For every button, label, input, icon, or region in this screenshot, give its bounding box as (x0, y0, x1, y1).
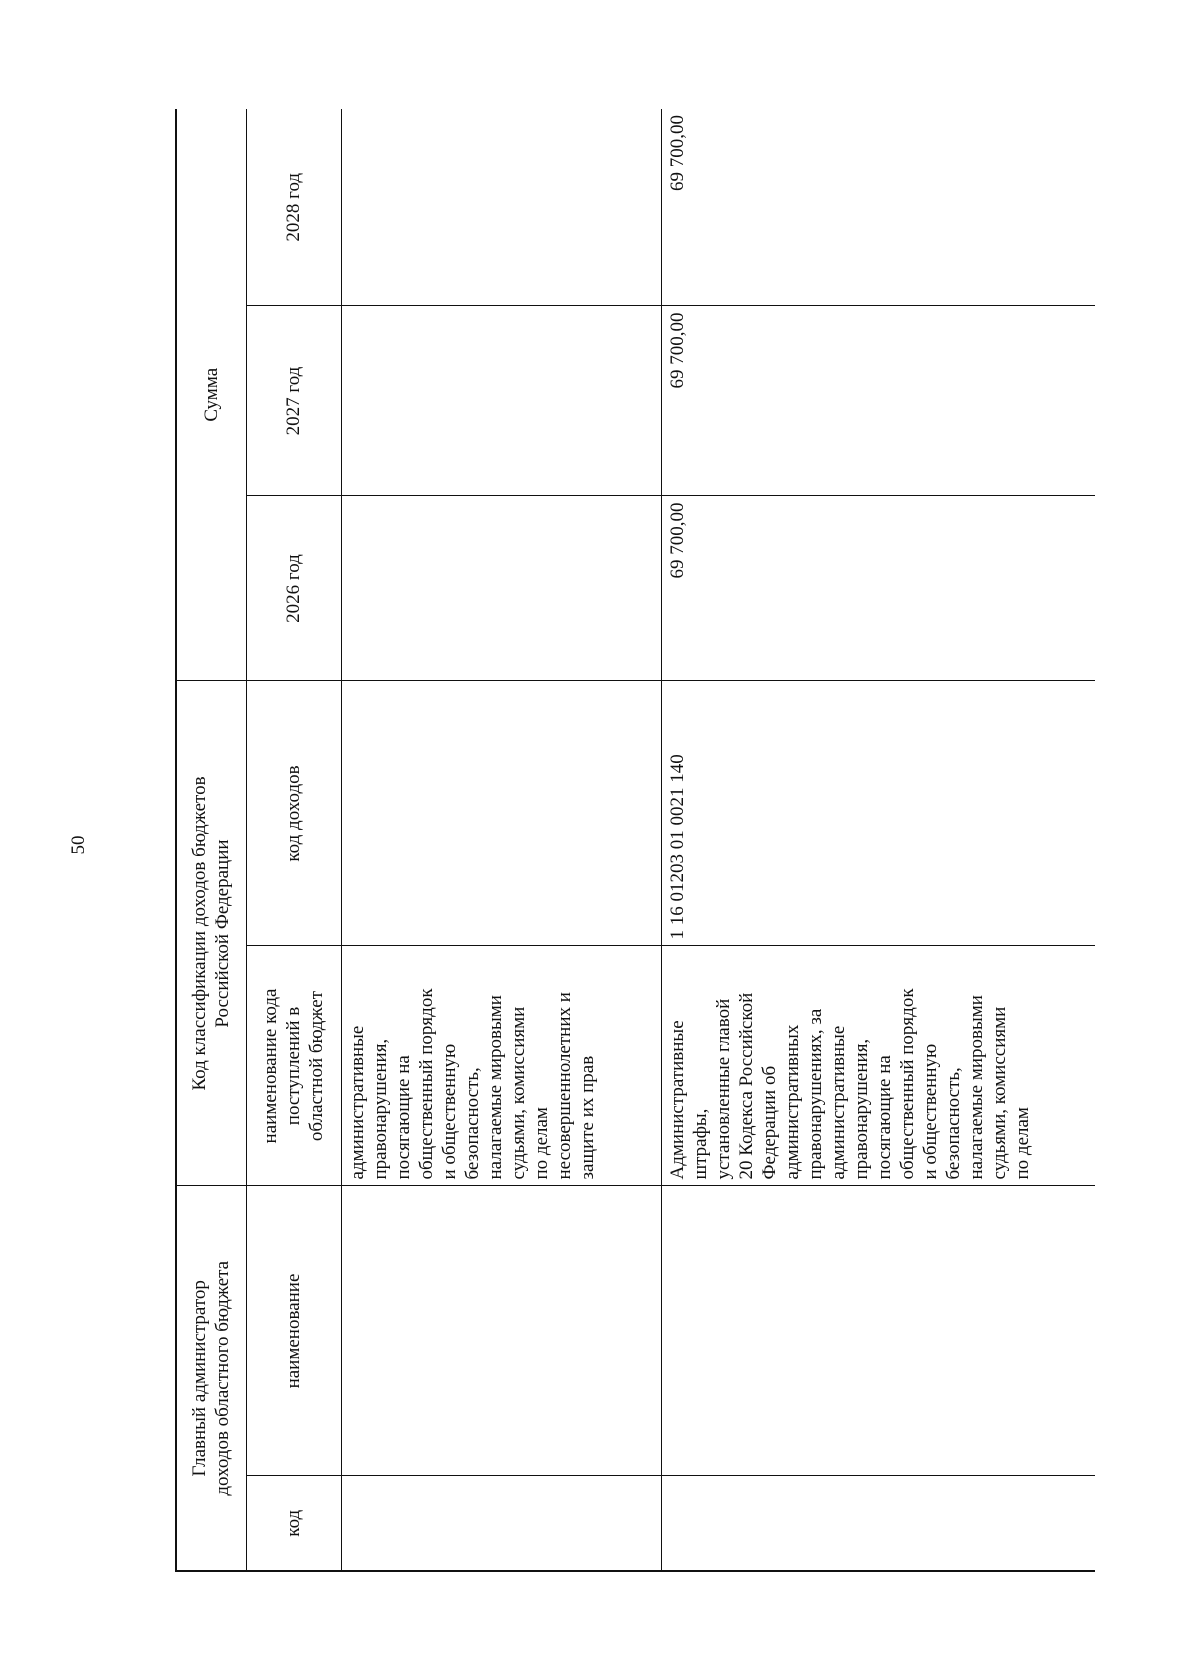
header-sub-row (246, 109, 341, 1571)
row-admin-code (341, 1476, 661, 1571)
row-income-code: 1 16 01203 01 0021 140 (661, 681, 1095, 946)
row-income-name: административные правонарушения, посягающие на общественный порядок и общественную безопасность, налагаемые мировыми судьями, комиссиями по делам несовершеннолетних и защите их прав (341, 946, 661, 1186)
row-admin-name (341, 1186, 661, 1476)
income-code-header: код доходов (246, 681, 341, 946)
budget-table-container (175, 109, 1095, 1572)
admin-group-header: Главный администратор доходов областного бюджета (176, 1186, 246, 1571)
row-sum-2028: 69 700,00 (661, 109, 1095, 306)
row-sum-2027: 69 700,00 (661, 306, 1095, 496)
budget-table (175, 109, 1095, 1572)
year-2027-header: 2027 год (246, 306, 341, 496)
row-admin-code (661, 1476, 1095, 1571)
sum-group-header: Сумма (176, 109, 246, 681)
classification-group-header: Код классификации доходов бюджетов Российской Федерации (176, 681, 246, 1186)
row-sum-2027 (341, 306, 661, 496)
row-sum-2026: 69 700,00 (661, 496, 1095, 681)
table-row (341, 109, 661, 1571)
header-group-row (176, 109, 246, 1571)
table-row (661, 109, 1095, 1571)
page-number: 50 (68, 835, 89, 855)
admin-name-header: наименование (246, 1186, 341, 1476)
row-sum-2026 (341, 496, 661, 681)
budget-table-rotated (175, 109, 1095, 1572)
admin-code-header: код (246, 1476, 341, 1571)
row-admin-name (661, 1186, 1095, 1476)
row-sum-2028 (341, 109, 661, 306)
year-2026-header: 2026 год (246, 496, 341, 681)
row-income-name: Административные штрафы, установленные главой 20 Кодекса Российской Федерации об административных правонарушениях, за административные правонарушения, посягающие на общественный порядок и общественную безопасность, налагаемые мировыми судьями, комиссиями по делам (661, 946, 1095, 1186)
year-2028-header: 2028 год (246, 109, 341, 306)
income-name-header: наименование кода поступлений в областной бюджет (246, 946, 341, 1186)
row-income-code (341, 681, 661, 946)
